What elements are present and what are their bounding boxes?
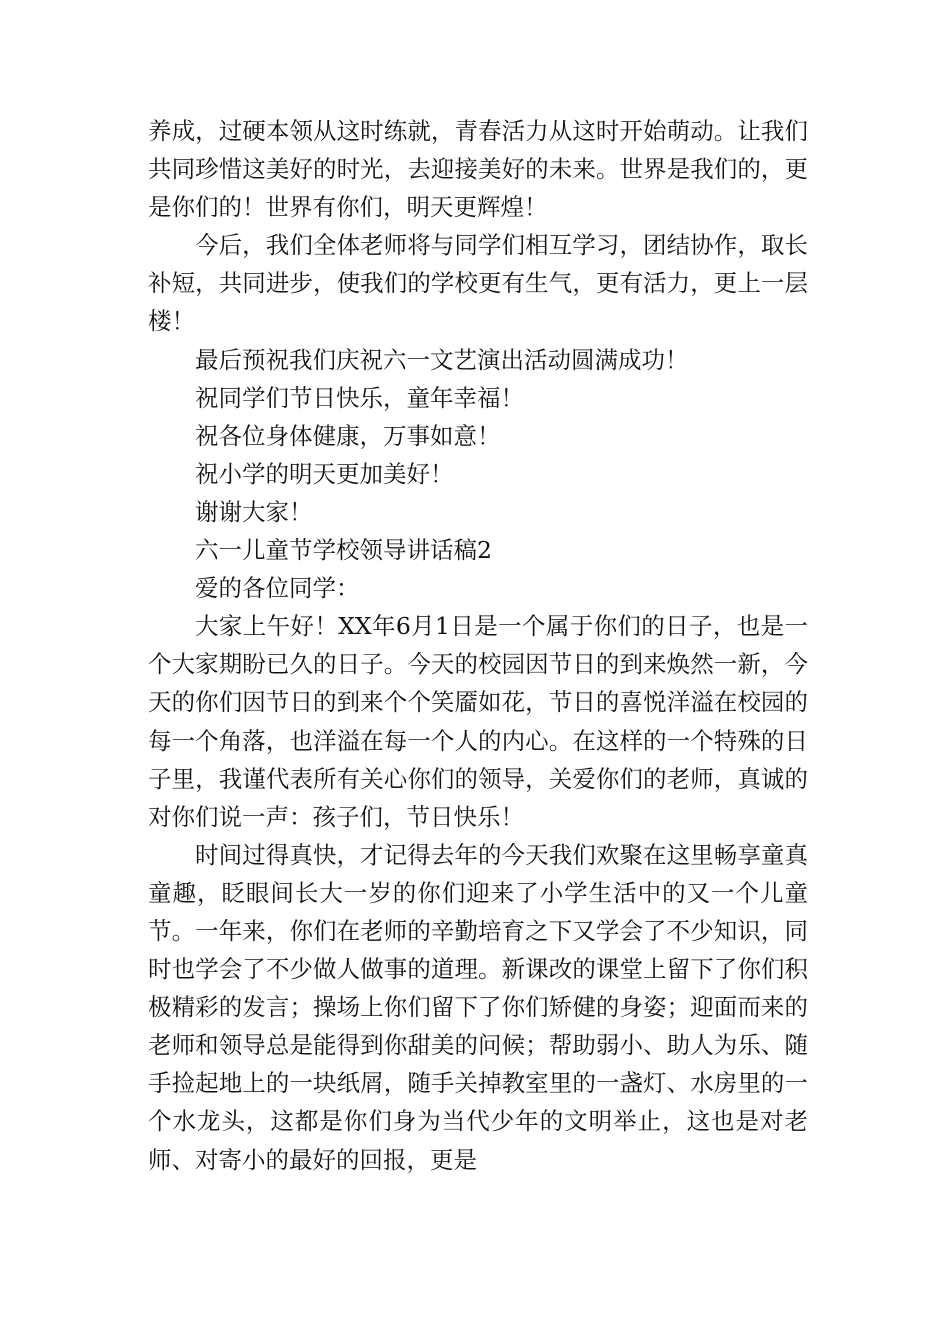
salutation: 爱的各位同学： xyxy=(195,574,360,603)
paragraph-wish-health: 祝各位身体健康，万事如意！ xyxy=(195,421,501,450)
paragraph-time-flies: 时间过得真快，才记得去年的今天我们欢聚在这里畅享童真童趣，眨眼间长大一岁的你们迎来了小学生活中的又一个儿童节。一年来，你们在老师的辛勤培育之下又学会了不少知识，同时也学会了不少做人做事的道理。新课改的课堂上留下了你们积极精彩的发言；操场上你们留下了你们矫健的身姿；迎面而来的老师和领导总是能得到你甜美的问候；帮助弱小、助人为乐、随手捡起地上的一块纸屑，随手关掉教室里的一盏灯、水房里的一个水龙头，这都是你们身为当代少年的文明举止，这也是对老师、对寄小的最好的回报，更是 xyxy=(148,840,808,1174)
paragraph-greeting: 大家上午好！XX年6月1日是一个属于你们的日子，也是一个大家期盼已久的日子。今天的校园因节日的到来焕然一新，今天的你们因节日的到来个个笑靥如花，节日的喜悦洋溢在校园的每一个角落，也洋溢在每一个人的内心。在这样的一个特殊的日子里，我谨代表所有关心你们的领导，关爱你们的老师，真诚的对你们说一声：孩子们，节日快乐！ xyxy=(148,612,808,831)
document-page xyxy=(148,112,808,1179)
paragraph-thanks: 谢谢大家！ xyxy=(195,497,313,526)
paragraph-wish-school: 祝小学的明天更加美好！ xyxy=(195,459,454,488)
paragraph-wish-success: 最后预祝我们庆祝六一文艺演出活动圆满成功！ xyxy=(195,345,689,374)
paragraph-continuation: 养成，过硬本领从这时练就，青春活力从这时开始萌动。让我们共同珍惜这美好的时光，去迎接美好的未来。世界是我们的，更是你们的！世界有你们，明天更辉煌！ xyxy=(148,117,808,222)
paragraph-wish-students: 祝同学们节日快乐，童年幸福！ xyxy=(195,383,524,412)
section-title: 六一儿童节学校领导讲话稿2 xyxy=(195,536,492,565)
paragraph-future: 今后，我们全体老师将与同学们相互学习，团结协作，取长补短，共同进步，使我们的学校更有生气，更有活力，更上一层楼！ xyxy=(148,231,808,336)
